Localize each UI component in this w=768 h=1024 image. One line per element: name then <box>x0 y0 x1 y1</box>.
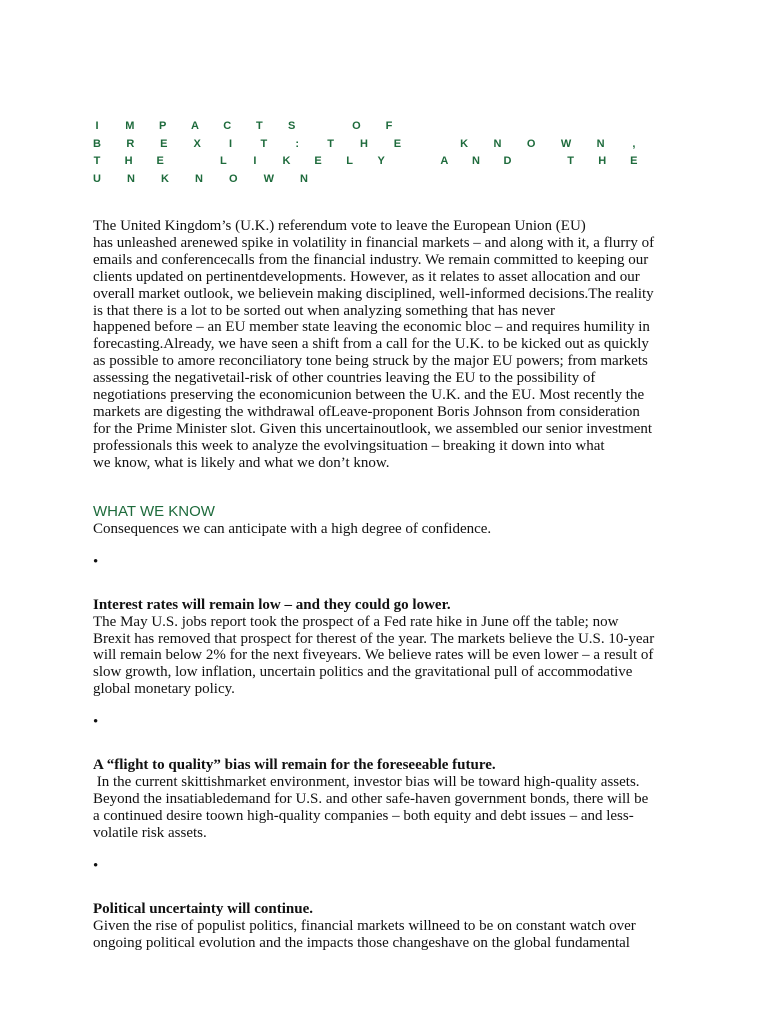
title-letter: Y <box>377 155 385 167</box>
title-letter: E <box>160 137 168 150</box>
title-letter: N <box>596 137 605 150</box>
point-line: Given the rise of populist politics, financial markets willneed to be on constant watch over <box>93 917 636 934</box>
intro-line: is that there is a lot to be sorted out when analyzing something that has never <box>93 302 555 319</box>
point-line: Brexit has removed that prospect for therest of the year. The markets believe the U.S. 10-year <box>93 630 655 647</box>
title-letter <box>409 153 417 171</box>
title-letter: B <box>93 137 101 150</box>
title-letter: C <box>223 120 232 132</box>
title-letter: H <box>360 137 368 150</box>
title-letter <box>535 153 543 171</box>
point-heading: A “flight to quality” bias will remain for the foreseeable future. <box>93 757 496 774</box>
title-line-1 <box>93 118 393 136</box>
title-line-3 <box>93 153 638 171</box>
intro-line: as possible to amore reconciliatory tone being struck by the major EU powers; from markets <box>93 353 648 370</box>
title-letter <box>427 136 435 154</box>
title-letter: I <box>253 155 257 167</box>
title-letter: F <box>385 120 393 132</box>
title-letter: E <box>630 155 638 167</box>
intro-line: overall market outlook, we believein making disciplined, well-informed decisions.The reality <box>93 285 654 302</box>
title-letter: N <box>299 172 308 185</box>
title-letter: I <box>95 120 99 132</box>
title-letter: S <box>288 120 296 132</box>
title-letter: U <box>93 172 101 185</box>
document-title <box>93 118 678 188</box>
title-letter: N <box>195 172 203 185</box>
title-letter: K <box>460 137 469 150</box>
section-subtitle: Consequences we can anticipate with a high degree of confidence. <box>93 520 492 537</box>
title-letter: : <box>295 137 300 150</box>
intro-line: assessing the negativetail-risk of other countries leaving the EU to the possibility of <box>93 370 596 387</box>
intro-line: markets are digesting the withdrawal ofLeave-proponent Boris Johnson from consideration <box>93 403 640 420</box>
point-line: ongoing political evolution and the impacts those changeshave on the global fundamental <box>93 934 630 951</box>
title-letter: H <box>124 155 133 167</box>
title-letter: T <box>260 137 268 150</box>
point-line: In the current skittishmarket environment, investor bias will be toward high-quality assets. <box>93 774 640 791</box>
title-letter: N <box>127 172 135 185</box>
title-letter: W <box>560 137 572 150</box>
intro-line: for the Prime Minister slot. Given this uncertainoutlook, we assembled our senior investment <box>93 420 653 437</box>
bullet-glyph: • <box>93 714 99 731</box>
title-letter: L <box>219 155 227 167</box>
title-letter: E <box>393 137 402 150</box>
title-letter: D <box>503 155 512 167</box>
title-letter <box>320 118 328 136</box>
bullet-glyph: • <box>93 553 99 570</box>
title-letter <box>188 153 196 171</box>
title-line-4 <box>93 171 308 189</box>
section-heading: WHAT WE KNOW <box>93 502 215 520</box>
intro-line: emails and conferencecalls from the financial industry. We remain committed to keeping our <box>93 251 649 268</box>
intro-line: clients updated on pertinentdevelopments. However, as it relates to asset allocation and our <box>93 268 640 285</box>
title-letter: T <box>93 155 101 167</box>
intro-line: professionals this week to analyze the evolvingsituation – breaking it down into what <box>93 437 605 454</box>
title-letter: , <box>632 137 636 150</box>
title-letter: K <box>161 172 169 185</box>
title-letter: W <box>263 172 274 185</box>
bullet-glyph: • <box>93 857 99 874</box>
title-letter: X <box>193 137 201 150</box>
title-letter: L <box>346 155 353 167</box>
title-letter: O <box>352 120 361 132</box>
title-letter: R <box>126 137 135 150</box>
title-letter: O <box>229 172 238 185</box>
title-letter: K <box>282 155 291 167</box>
point-line: a continued desire toown high-quality companies – both equity and debt issues – and less- <box>93 807 634 824</box>
title-letter: N <box>471 155 480 167</box>
title-letter: T <box>567 155 575 167</box>
point-line: volatile risk assets. <box>93 824 207 841</box>
title-letter: O <box>526 137 536 150</box>
point-heading: Interest rates will remain low – and they could go lower. <box>93 596 451 613</box>
intro-line: happened before – an EU member state leaving the economic bloc – and requires humility in <box>93 319 650 336</box>
intro-paragraph <box>93 218 678 472</box>
point-line: will remain below 2% for the next fiveyears. We believe rates will be even lower – a result of <box>93 647 654 664</box>
intro-line: has unleashed arenewed spike in volatility in financial markets – and along with it, a flurry of <box>93 234 655 251</box>
intro-line: negotiations preserving the economicunion between the U.K. and the EU. Most recently the <box>93 387 645 404</box>
point-body <box>93 614 678 699</box>
intro-line: we know, what is likely and what we don’t know. <box>93 454 390 471</box>
point-line: slow growth, low inflation, uncertain politics and the gravitational pull of accommodative <box>93 664 633 681</box>
point-heading: Political uncertainty will continue. <box>93 900 313 917</box>
title-letter: I <box>228 137 233 150</box>
title-letter: P <box>159 120 167 132</box>
point-line: Beyond the insatiabledemand for U.S. and other safe-haven government bonds, there will be <box>93 791 649 808</box>
title-letter: T <box>256 120 263 132</box>
point-line: The May U.S. jobs report took the prospect of a Fed rate hike in June off the table; now <box>93 613 619 630</box>
title-letter: M <box>125 120 135 132</box>
intro-line: forecasting.Already, we have seen a shift from a call for the U.K. to be kicked out as quickly <box>93 336 649 353</box>
title-letter: N <box>493 137 502 150</box>
document-page <box>93 118 678 952</box>
point-body <box>93 918 678 952</box>
point-body <box>93 774 678 842</box>
title-letter: E <box>314 155 322 167</box>
title-letter: A <box>190 120 199 132</box>
title-letter: E <box>156 155 164 167</box>
title-letter: H <box>598 155 607 167</box>
point-line: global monetary policy. <box>93 681 235 698</box>
intro-line: The United Kingdom’s (U.K.) referendum vote to leave the European Union (EU) <box>93 218 586 234</box>
title-line-2 <box>93 136 638 154</box>
title-letter: A <box>440 155 449 167</box>
title-letter: T <box>327 137 334 150</box>
